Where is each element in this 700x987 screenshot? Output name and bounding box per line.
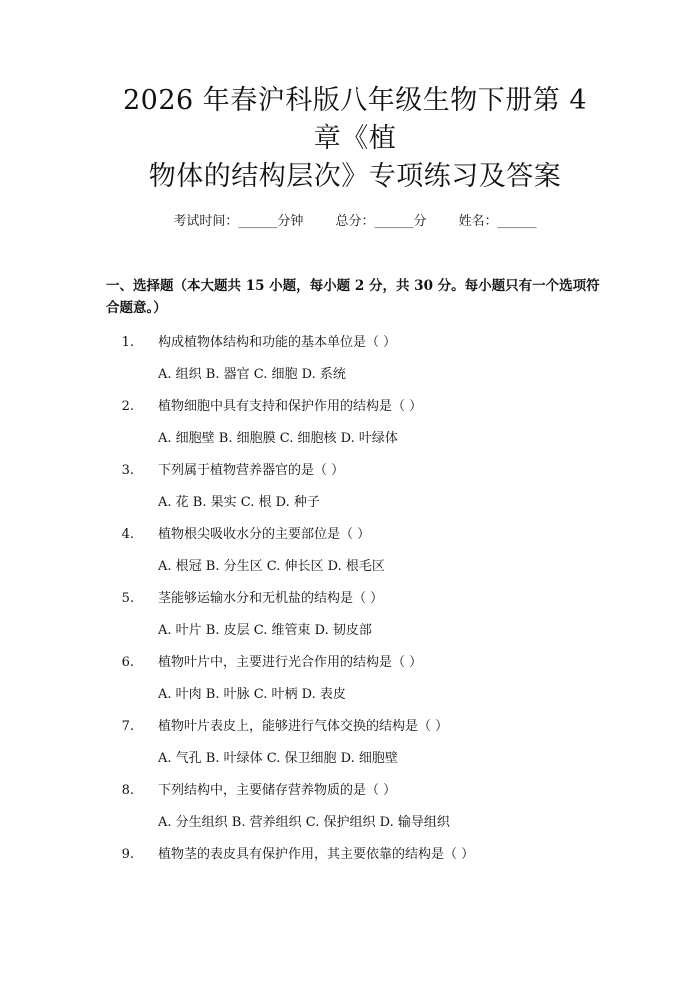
- question-stem: 下列结构中，主要储存营养物质的是（ ）: [158, 783, 397, 798]
- question-item: [106, 653, 604, 705]
- question-options: A. 气孔 B. 叶绿体 C. 保卫细胞 D. 细胞壁: [158, 751, 398, 766]
- question-item: [106, 333, 604, 385]
- question-item: [106, 717, 604, 769]
- question-stem: 下列属于植物营养器官的是（ ）: [158, 463, 345, 478]
- question-item: [106, 781, 604, 833]
- question-list: [106, 333, 604, 865]
- title-line-2: 物体的结构层次》专项练习及答案: [148, 161, 562, 192]
- question-stem: 构成植物体结构和功能的基本单位是（ ）: [158, 335, 397, 350]
- exam-info: [106, 212, 604, 232]
- question-stem: 植物根尖吸收水分的主要部位是（ ）: [158, 527, 371, 542]
- document-title: [106, 82, 604, 196]
- question-options: A. 叶片 B. 皮层 C. 维管束 D. 韧皮部: [158, 623, 372, 638]
- question-line: [106, 397, 604, 417]
- question-number: 2.: [121, 399, 134, 414]
- question-stem: 植物茎的表皮具有保护作用，其主要依靠的结构是（ ）: [158, 847, 475, 862]
- question-stem: 茎能够运输水分和无机盐的结构是（ ）: [158, 591, 384, 606]
- question-line: [106, 781, 604, 801]
- student-name-field: 姓名：______: [458, 214, 537, 229]
- question-line: [106, 525, 604, 545]
- question-number: 5.: [121, 591, 134, 606]
- question-number: 8.: [121, 783, 134, 798]
- question-options: A. 组织 B. 器官 C. 细胞 D. 系统: [158, 367, 346, 382]
- question-number: 1.: [121, 335, 134, 350]
- question-line: [106, 845, 604, 865]
- section-heading-multiple-choice: 一、选择题（本大题共 15 小题，每小题 2 分，共 30 分。每小题只有一个选项符合题意。）: [106, 278, 600, 316]
- question-line: [106, 461, 604, 481]
- question-options: A. 细胞壁 B. 细胞膜 C. 细胞核 D. 叶绿体: [158, 431, 398, 446]
- question-item: [106, 845, 604, 865]
- title-line-1: 2026 年春沪科版八年级生物下册第 4 章《植: [122, 85, 588, 154]
- question-line: [106, 717, 604, 737]
- document-page: [0, 82, 700, 987]
- question-line: [106, 589, 604, 609]
- question-item: [106, 397, 604, 449]
- question-options: A. 叶肉 B. 叶脉 C. 叶柄 D. 表皮: [158, 687, 346, 702]
- question-stem: 植物细胞中具有支持和保护作用的结构是（ ）: [158, 399, 423, 414]
- question-number: 9.: [121, 847, 134, 862]
- question-item: [106, 525, 604, 577]
- question-stem: 植物叶片中，主要进行光合作用的结构是（ ）: [158, 655, 423, 670]
- question-number: 4.: [121, 527, 134, 542]
- question-item: [106, 589, 604, 641]
- question-options: A. 花 B. 果实 C. 根 D. 种子: [158, 495, 320, 510]
- question-line: [106, 333, 604, 353]
- question-number: 7.: [121, 719, 134, 734]
- exam-time-field: 考试时间：______分钟: [173, 214, 304, 229]
- question-number: 3.: [121, 463, 134, 478]
- question-options: A. 根冠 B. 分生区 C. 伸长区 D. 根毛区: [158, 559, 385, 574]
- question-options: A. 分生组织 B. 营养组织 C. 保护组织 D. 输导组织: [158, 815, 450, 830]
- question-line: [106, 653, 604, 673]
- question-number: 6.: [121, 655, 134, 670]
- total-score-field: 总分：______分: [335, 214, 427, 229]
- question-stem: 植物叶片表皮上，能够进行气体交换的结构是（ ）: [158, 719, 449, 734]
- question-item: [106, 461, 604, 513]
